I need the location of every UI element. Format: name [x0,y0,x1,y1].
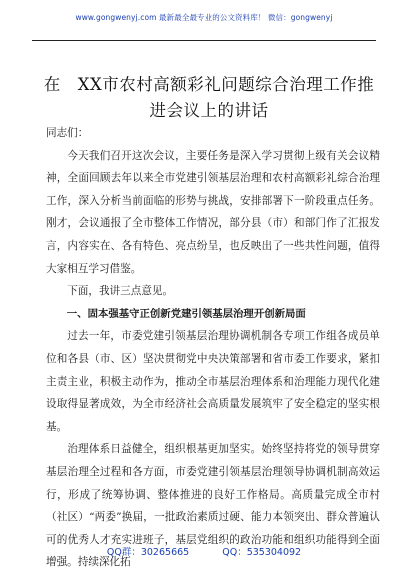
document-title: 在 XX市农村高额彩礼问题综合治理工作推进会议上的讲话 [43,75,375,120]
paragraph-governance: 治理体系日益健全，组织根基更加坚实。始终坚持将党的领导贯穿基层治理全过程和各方面，市委党建引领基层治理领导协调机制高效运行，形成了统筹协调、整体推进的良好工作格局。高质量完成全市村（社区）“两委”换届，一批政治素质过硬、能力本领突出、群众普遍认可的优秀人才充实进班子，基层党组织的政治功能和组织功能得到全面增强。持续深化拓 [46,443,380,569]
footer-qq-group: QQ群：30265665 [106,547,190,558]
paragraph-intro: 今天我们召开这次会议，主要任务是深入学习贯彻上级有关会议精神，全面回顾去年以来全市党建引领基层治理和农村高额彩礼综合治理工作，深入分析当前面临的形势与挑战，安排部署下一阶段重点任务。刚才，会议通报了全市整体工作情况，部分县（市）和部门作了汇报发言，内容实在、各有特色、亮点纷呈，也反映出了一些共性问题，值得大家相互学习借鉴。 [46,149,380,275]
salutation: 同志们： [46,127,89,139]
header-text: www.gongwenyj.com 最新最全最专业的公文资料库！ 微信：gongwenyj [75,13,333,22]
page-header [32,6,376,41]
paragraph-review: 过去一年，市委党建引领基层治理协调机制各专项工作组各成员单位和各县（市、区）坚决贯彻党中央决策部署和省市委工作要求，紧扣主责主业，积极主动作为，推动全市基层治理体系和治理能力现代化建设取得显著成效，为全市经济社会高质量发展筑牢了安全稳定的坚实根基。 [46,330,380,433]
paragraph-transition: 下面，我讲三点意见。 [67,285,174,298]
footer-qq: QQ：535304092 [222,547,302,558]
page-footer [0,544,408,558]
document-body [46,122,380,574]
section-heading-1: 一、固本强基守正创新党建引领基层治理开创新局面 [66,307,306,320]
